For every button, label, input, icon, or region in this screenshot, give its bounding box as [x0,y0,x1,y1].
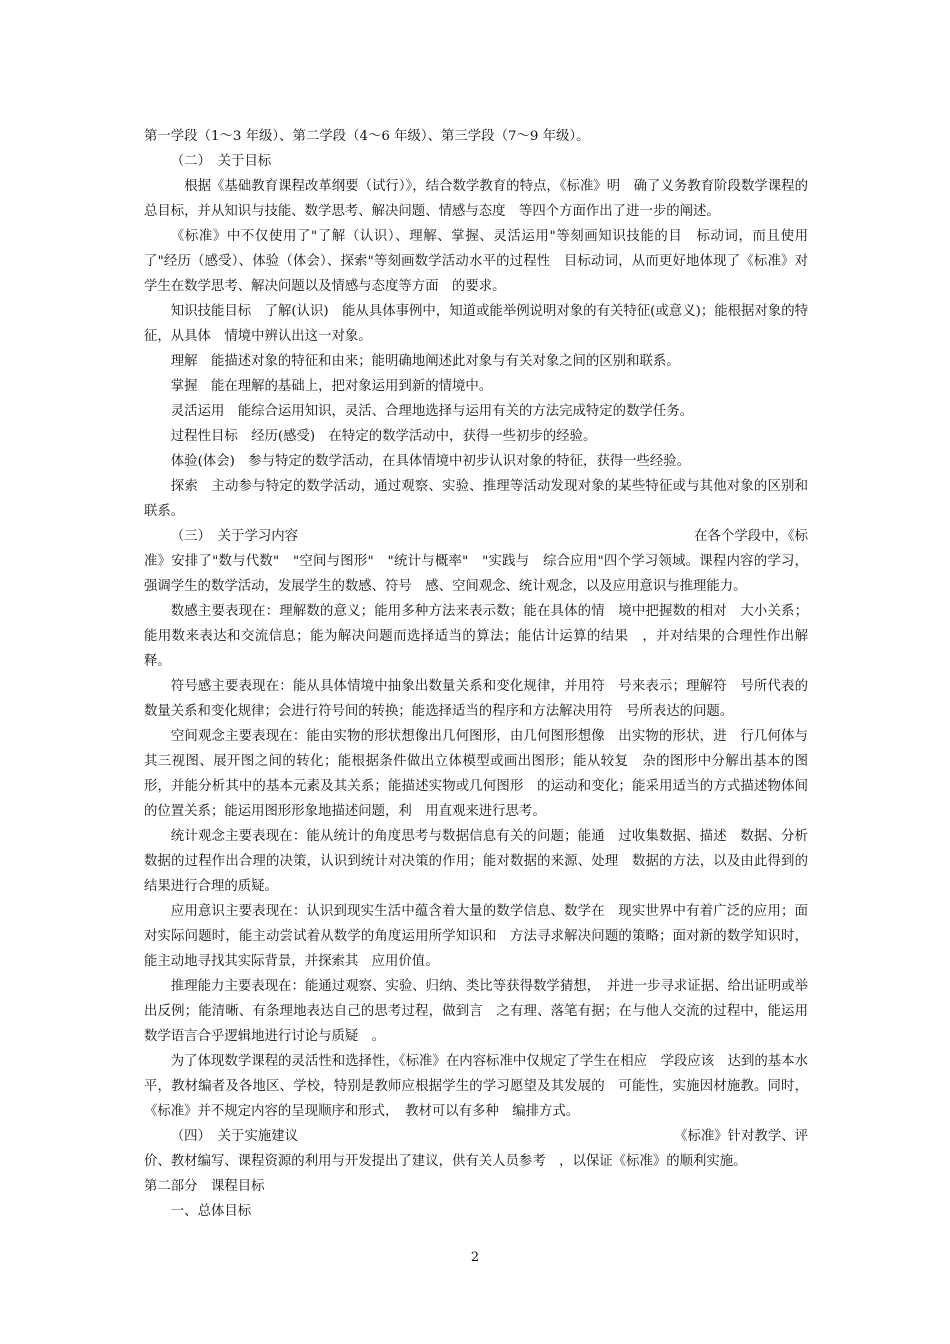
paragraph: 符号感主要表现在：能从具体情境中抽象出数量关系和变化规律，并用符 号来表示；理解符 号所代表的数量关系和变化规律；会进行符号间的转换；能选择适当的程序和方法解决用符 号所表达的问题。 [144,679,808,719]
paragraph: 应用意识主要表现在：认识到现实生活中蕴含着大量的数学信息、数学在 现实世界中有着广泛的应用；面对实际问题时，能主动尝试着从数学的角度运用所学知识和 方法寻求解决问题的策略；面对新的数学知识时，能主动地寻找其实际背景，并探索其 应用价值。 [144,904,808,969]
paragraph: 探索 主动参与特定的数学活动，通过观察、实验、推理等活动发现对象的某些特征或与其他对象的区别和联系。 [144,479,808,519]
section-heading-learning-content [144,524,808,549]
paragraph-group-content [144,599,808,1124]
paragraph: 统计观念主要表现在：能从统计的角度思考与数据信息有关的问题；能通 过收集数据、描述 数据、分析数据的过程作出合理的决策，认识到统计对决策的作用；能对数据的来源、处理 数据的方法，以及由此得到的结果进行合理的质疑。 [144,829,808,894]
section4-lead: 《标准》针对教学、评 [674,1129,808,1144]
document-body [144,124,808,1224]
section3-lead: 在各个学段中，《标 [694,529,808,544]
paragraph: 掌握 能在理解的基础上，把对象运用到新的情境中。 [170,379,493,394]
paragraph: 为了体现数学课程的灵活性和选择性，《标准》在内容标准中仅规定了学生在相应 学段应该 达到的基本水平，教材编者及各地区、学校，特别是教师应根据学生的学习愿望及其发展的 可能性，实施因材施教。同时，《标准》并不规定内容的呈现顺序和形式， 教材可以有多种 编排方式。 [144,1054,808,1119]
paragraph: 推理能力主要表现在：能通过观察、实验、归纳、类比等获得数学猜想， 并进一步寻求证据、给出证明或举出反例；能清晰、有条理地表达自己的思考过程，做到言 之有理、落笔有据；在与他人交流的过程中，能运用数学语言合乎逻辑地进行讨论与质疑 。 [144,979,808,1044]
paragraph: 理解 能描述对象的特征和由来；能明确地阐述此对象与有关对象之间的区别和联系。 [170,354,680,369]
part2-heading: 第二部分 课程目标 [144,1179,265,1194]
paragraph: 灵活运用 能综合运用知识，灵活、合理地选择与运用有关的方法完成特定的数学任务。 [170,404,694,419]
paragraph: 空间观念主要表现在：能由实物的形状想像出几何图形，由几何图形想像 出实物的形状，进 行几何体与其三视图、展开图之间的转化；能根据条件做出立体模型或画出图形；能从较复 杂的图形中分解出基本的图形，并能分析其中的基本元素及其关系；能描述实物或几何图形 的运动和变化；能采用适当的方式描述物体间的位置关系；能运用图形形象地描述问题，利 用直观来进行思考。 [144,729,808,819]
paragraph-group-goals [144,124,808,524]
paragraph: 根据《基础教育课程改革纲要（试行）》，结合数学教育的特点，《标准》明 确了义务教育阶段数学课程的总目标，并从知识与技能、数学思考、解决问题、情感与态度 等四个方面作出了进一步的阐述。 [144,179,808,219]
section3-heading: （三） 关于学习内容 [170,529,299,544]
section4-heading: （四） 关于实施建议 [170,1129,299,1144]
subheading-overall-goals: 一、总体目标 [170,1204,252,1219]
paragraph: 数感主要表现在：理解数的意义；能用多种方法来表示数；能在具体的情 境中把握数的相对 大小关系；能用数来表达和交流信息；能为解决问题而选择适当的算法；能估计运算的结果 ，并对结果的合理性作出解释。 [144,604,808,669]
paragraph: （二） 关于目标 [170,154,272,169]
section4-body: 价、教材编写、课程资源的利用与开发提出了建议，供有关人员参考 ，以保证《标准》的顺利实施。 [144,1154,747,1169]
section3-body: 准》安排了"数与代数" "空间与图形" "统计与概率" "实践与 综合应用"四个学习领域。课程内容的学习，强调学生的数学活动，发展学生的数感、符号 感、空间观念、统计观念，以及应用意识与推理能力。 [144,554,808,594]
section-heading-implementation [144,1124,808,1149]
page-number: 2 [470,1250,480,1265]
paragraph: 过程性目标 经历(感受) 在特定的数学活动中，获得一些初步的经验。 [170,429,597,444]
paragraph: 第一学段（1～3 年级）、第二学段（4～6 年级）、第三学段（7～9 年级）。 [144,129,590,144]
paragraph: 知识技能目标 了解(认识) 能从具体事例中，知道或能举例说明对象的有关特征(或意义)；能根据对象的特征，从具体 情境中辨认出这一对象。 [144,304,808,344]
paragraph: 《标准》中不仅使用了"了解（认识）、理解、掌握、灵活运用"等刻画知识技能的目 标动词，而且使用了"经历（感受）、体验（体会）、探索"等刻画数学活动水平的过程性 目标动词，从而更好地体现了《标准》对学生在数学思考、解决问题以及情感与态度等方面 的要求。 [144,229,808,294]
paragraph: 体验(体会) 参与特定的数学活动，在具体情境中初步认识对象的特征，获得一些经验。 [170,454,691,469]
